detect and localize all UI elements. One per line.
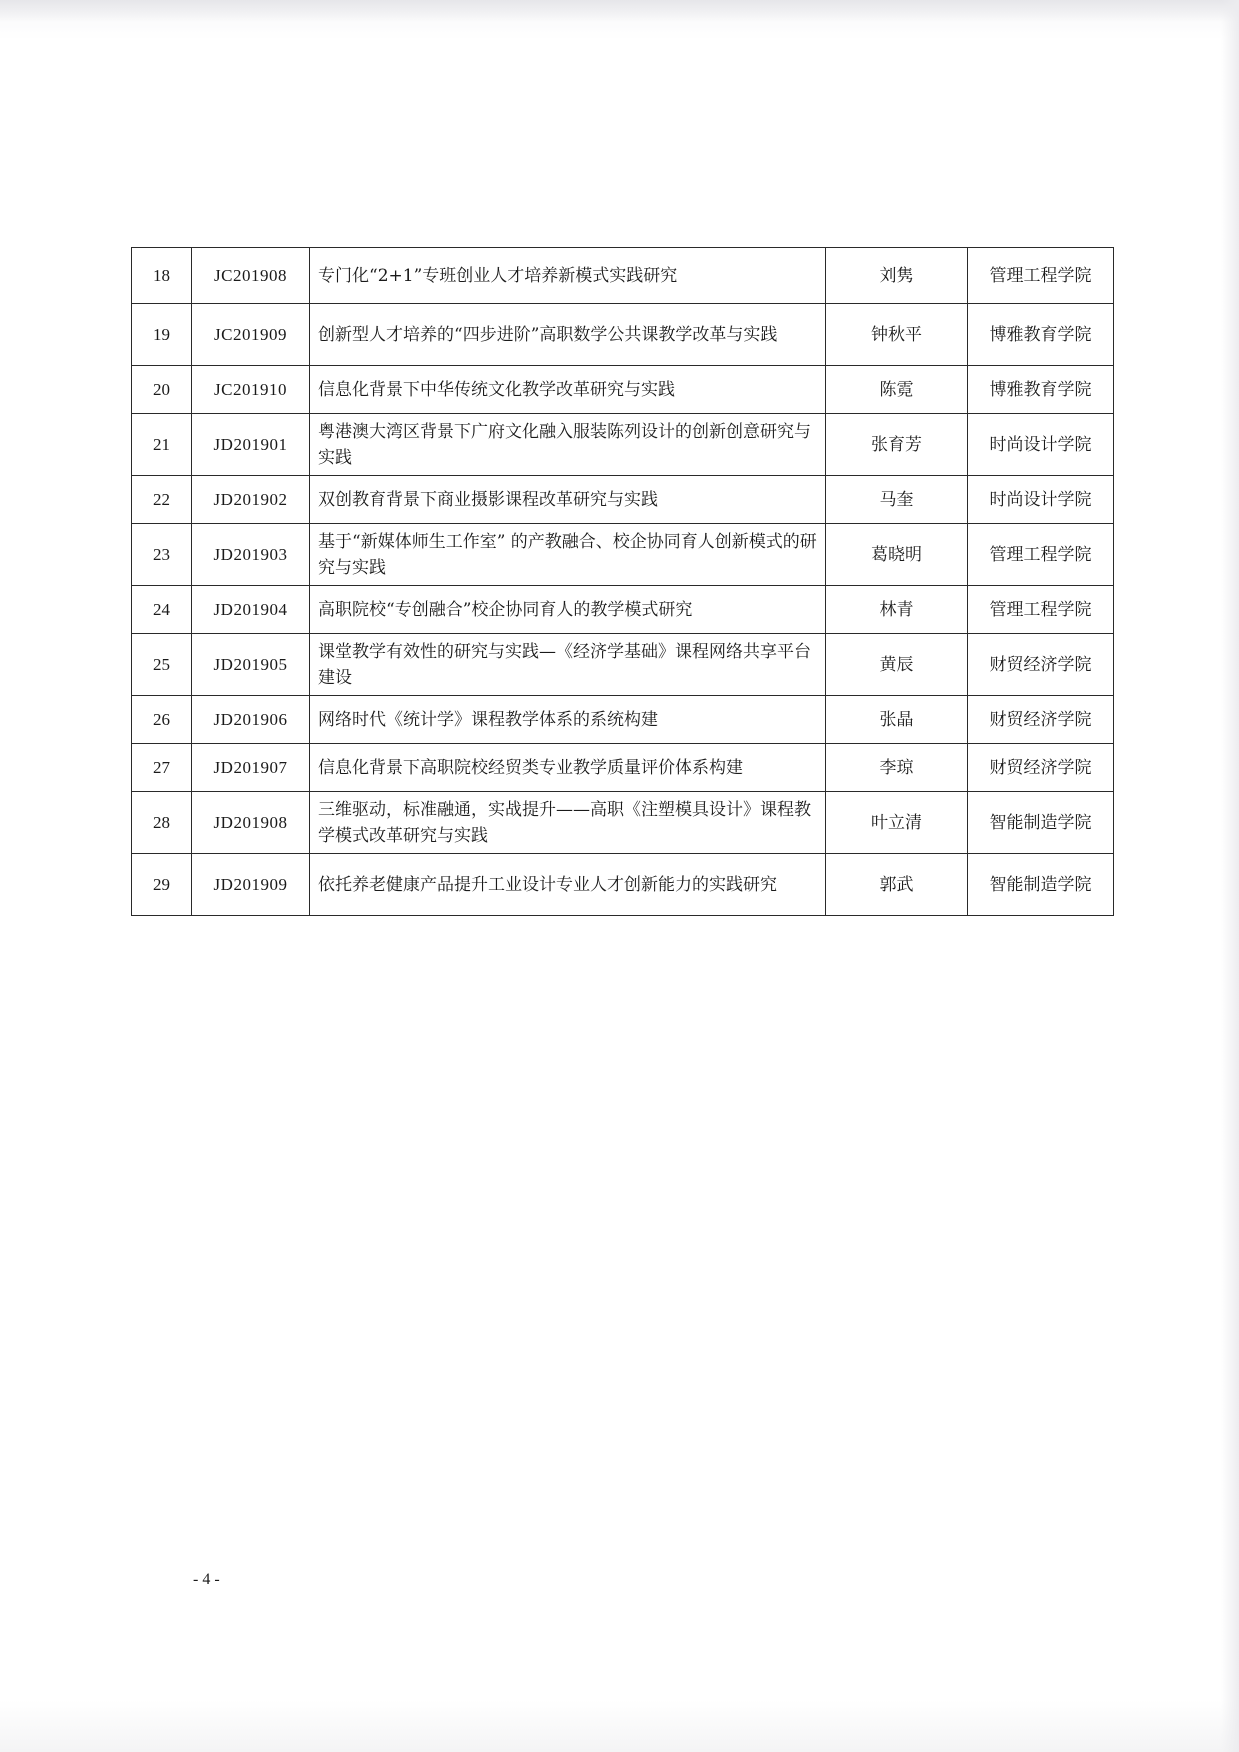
row-number: 22: [132, 476, 192, 524]
table-row: [132, 586, 1114, 634]
project-title: 双创教育背景下商业摄影课程改革研究与实践: [310, 476, 826, 524]
table-row: [132, 792, 1114, 854]
department: 财贸经济学院: [968, 744, 1114, 792]
department: 管理工程学院: [968, 586, 1114, 634]
project-title: 高职院校“专创融合”校企协同育人的教学模式研究: [310, 586, 826, 634]
project-leader: 叶立清: [826, 792, 968, 854]
project-title: 基于“新媒体师生工作室” 的产教融合、校企协同育人创新模式的研究与实践: [310, 524, 826, 586]
project-code: JD201903: [192, 524, 310, 586]
project-code: JD201909: [192, 854, 310, 916]
table-row: [132, 366, 1114, 414]
department: 财贸经济学院: [968, 634, 1114, 696]
project-title: 网络时代《统计学》课程教学体系的系统构建: [310, 696, 826, 744]
row-number: 19: [132, 304, 192, 366]
project-leader: 张育芳: [826, 414, 968, 476]
project-leader: 张晶: [826, 696, 968, 744]
project-leader: 葛晓明: [826, 524, 968, 586]
project-leader: 林青: [826, 586, 968, 634]
row-number: 20: [132, 366, 192, 414]
project-title: 课堂教学有效性的研究与实践—《经济学基础》课程网络共享平台建设: [310, 634, 826, 696]
project-leader: 陈霓: [826, 366, 968, 414]
project-title: 信息化背景下高职院校经贸类专业教学质量评价体系构建: [310, 744, 826, 792]
row-number: 23: [132, 524, 192, 586]
project-code: JD201905: [192, 634, 310, 696]
table-row: [132, 524, 1114, 586]
project-code: JC201910: [192, 366, 310, 414]
project-leader: 钟秋平: [826, 304, 968, 366]
department: 管理工程学院: [968, 524, 1114, 586]
scan-shadow-top: [0, 0, 1239, 22]
project-title: 三维驱动，标准融通，实战提升——高职《注塑模具设计》课程教学模式改革研究与实践: [310, 792, 826, 854]
department: 博雅教育学院: [968, 366, 1114, 414]
department: 管理工程学院: [968, 248, 1114, 304]
project-leader: 刘隽: [826, 248, 968, 304]
project-title: 依托养老健康产品提升工业设计专业人才创新能力的实践研究: [310, 854, 826, 916]
row-number: 29: [132, 854, 192, 916]
table-row: [132, 634, 1114, 696]
project-code: JD201902: [192, 476, 310, 524]
project-code: JC201909: [192, 304, 310, 366]
project-leader: 马奎: [826, 476, 968, 524]
row-number: 28: [132, 792, 192, 854]
project-table: [131, 247, 1114, 916]
department: 智能制造学院: [968, 792, 1114, 854]
row-number: 27: [132, 744, 192, 792]
department: 时尚设计学院: [968, 476, 1114, 524]
project-title: 粤港澳大湾区背景下广府文化融入服装陈列设计的创新创意研究与实践: [310, 414, 826, 476]
department: 博雅教育学院: [968, 304, 1114, 366]
table-row: [132, 476, 1114, 524]
department: 财贸经济学院: [968, 696, 1114, 744]
project-leader: 黄辰: [826, 634, 968, 696]
row-number: 24: [132, 586, 192, 634]
row-number: 26: [132, 696, 192, 744]
project-title: 专门化“2+1”专班创业人才培养新模式实践研究: [310, 248, 826, 304]
scan-shadow-right: [1221, 0, 1239, 1752]
page-number: - 4 -: [193, 1571, 220, 1588]
row-number: 21: [132, 414, 192, 476]
table-row: [132, 414, 1114, 476]
project-code: JD201906: [192, 696, 310, 744]
table-row: [132, 696, 1114, 744]
row-number: 25: [132, 634, 192, 696]
row-number: 18: [132, 248, 192, 304]
project-title: 信息化背景下中华传统文化教学改革研究与实践: [310, 366, 826, 414]
table-row: [132, 744, 1114, 792]
department: 智能制造学院: [968, 854, 1114, 916]
project-leader: 郭武: [826, 854, 968, 916]
table-row: [132, 304, 1114, 366]
project-code: JD201904: [192, 586, 310, 634]
project-code: JC201908: [192, 248, 310, 304]
project-code: JD201908: [192, 792, 310, 854]
project-title: 创新型人才培养的“四步进阶”高职数学公共课教学改革与实践: [310, 304, 826, 366]
project-table-body: [132, 248, 1114, 916]
department: 时尚设计学院: [968, 414, 1114, 476]
project-code: JD201901: [192, 414, 310, 476]
project-leader: 李琼: [826, 744, 968, 792]
table-row: [132, 854, 1114, 916]
table-row: [132, 248, 1114, 304]
project-code: JD201907: [192, 744, 310, 792]
